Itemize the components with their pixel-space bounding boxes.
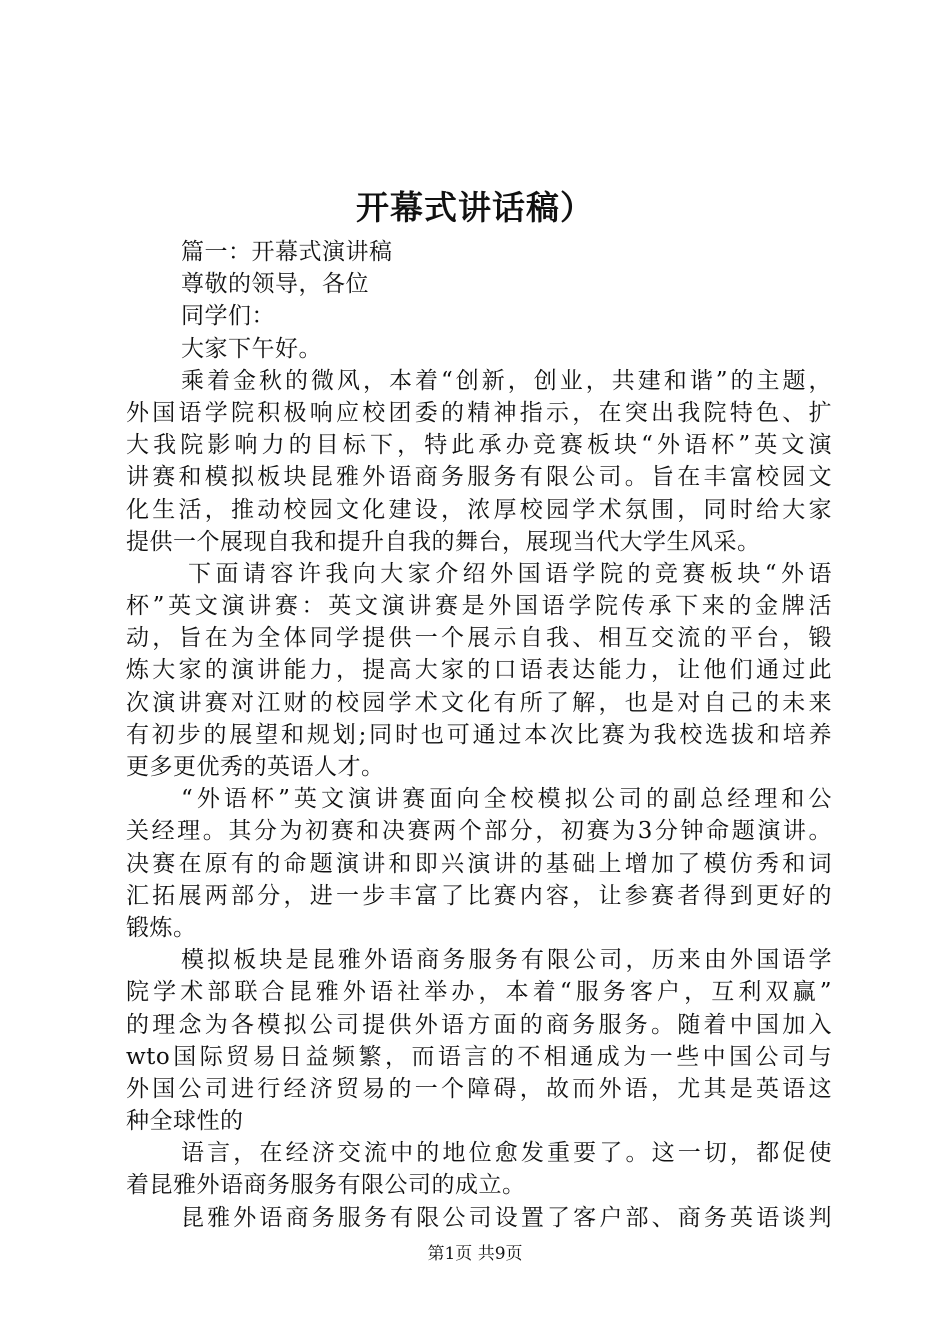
body-line: 大我院影响力的目标下，特此承办竞赛板块“外语杯”英文演 — [126, 432, 832, 459]
body-line: 尊敬的领导，各位 — [181, 271, 369, 298]
body-line: 汇拓展两部分，进一步丰富了比赛内容，让参赛者得到更好的 — [126, 882, 832, 909]
body-line: 更多更优秀的英语人才。 — [126, 754, 385, 780]
body-line: 化生活，推动校园文化建设，浓厚校园学术氛围，同时给大家 — [126, 496, 832, 523]
body-line: 关经理。其分为初赛和决赛两个部分，初赛为3分钟命题演讲。 — [126, 818, 832, 845]
body-line: 提供一个展现自我和提升自我的舞台，展现当代大学生风采。 — [126, 528, 761, 555]
body-line: wto国际贸易日益频繁，而语言的不相通成为一些中国公司与 — [126, 1043, 832, 1070]
body-line: 同学们： — [181, 303, 275, 330]
body-line: 外国语学院积极响应校团委的精神指示，在突出我院特色、扩 — [126, 399, 832, 426]
body-line: 次演讲赛对江财的校园学术文化有所了解，也是对自己的未来 — [126, 689, 832, 716]
document-body — [126, 236, 832, 1234]
body-line: 有初步的展望和规划;同时也可通过本次比赛为我校选拔和培养 — [126, 721, 832, 748]
body-line: 决赛在原有的命题演讲和即兴演讲的基础上增加了模仿秀和词 — [126, 850, 832, 877]
body-line: 下面请容许我向大家介绍外国语学院的竞赛板块“外语 — [188, 560, 832, 587]
body-line: 模拟板块是昆雅外语商务服务有限公司，历来由外国语学 — [181, 947, 832, 974]
body-line: 动，旨在为全体同学提供一个展示自我、相互交流的平台，锻 — [126, 625, 832, 652]
body-line: 锻炼。 — [126, 914, 197, 941]
body-line: 外国公司进行经济贸易的一个障碍，故而外语，尤其是英语这 — [126, 1075, 832, 1102]
body-line: 篇一：开幕式演讲稿 — [181, 239, 393, 265]
body-line: 乘着金秋的微风，本着“创新，创业，共建和谐”的主题， — [181, 367, 832, 394]
body-line: 讲赛和模拟板块昆雅外语商务服务有限公司。旨在丰富校园文 — [126, 464, 832, 491]
document-title: 开幕式讲话稿） — [356, 188, 594, 227]
body-line: 大家下午好。 — [181, 335, 322, 362]
body-line: 炼大家的演讲能力，提高大家的口语表达能力，让他们通过此 — [126, 657, 832, 684]
body-line: 种全球性的 — [126, 1108, 244, 1135]
body-line: “外语杯”英文演讲赛面向全校模拟公司的副总经理和公 — [181, 786, 832, 813]
body-line: 昆雅外语商务服务有限公司设置了客户部、商务英语谈判 — [181, 1204, 832, 1231]
body-line: 语言，在经济交流中的地位愈发重要了。这一切，都促使 — [181, 1140, 832, 1167]
body-line: 着昆雅外语商务服务有限公司的成立。 — [126, 1172, 526, 1199]
body-line: 杯”英文演讲赛：英文演讲赛是外国语学院传承下来的金牌活 — [126, 593, 832, 620]
body-line: 院学术部联合昆雅外语社举办，本着“服务客户，互利双赢” — [126, 979, 832, 1006]
body-line: 的理念为各模拟公司提供外语方面的商务服务。随着中国加入 — [126, 1011, 832, 1038]
page-footer: 第1页 共9页 — [427, 1244, 523, 1264]
